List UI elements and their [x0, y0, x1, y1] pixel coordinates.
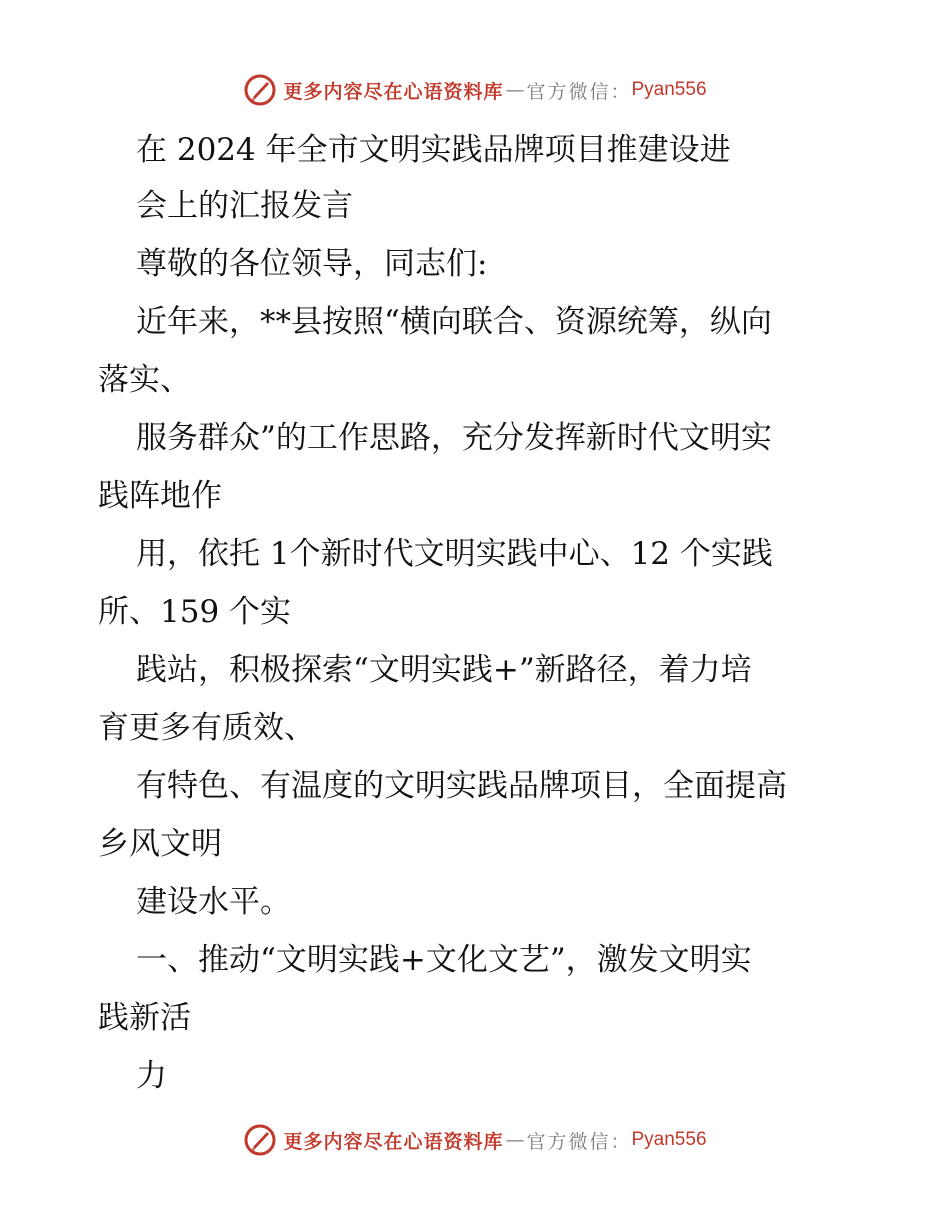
salutation: 尊敬的各位领导，同志们:	[136, 246, 488, 282]
red-quill-seal-icon	[243, 73, 277, 107]
red-quill-seal-icon	[243, 1123, 277, 1157]
banner-separator: —	[505, 79, 525, 101]
paragraph-line: 用，依托 1个新时代文明实践中心、12 个实践	[136, 536, 773, 572]
banner-separator: —	[505, 1129, 525, 1151]
paragraph-line: 践阵地作	[98, 478, 222, 514]
banner-text: 更多内容尽在心语资料库	[283, 80, 504, 103]
banner-wechat-label: 官方微信：	[526, 80, 632, 103]
title-line-1: 在 2024 年全市文明实践品牌项目推建设进	[136, 132, 731, 168]
paragraph-line: 所、159 个实	[98, 594, 292, 630]
title-line-2: 会上的汇报发言	[136, 188, 353, 224]
paragraph-line: 有特色、有温度的文明实践品牌项目，全面提高	[136, 768, 787, 804]
paragraph-line: 近年来，**县按照“横向联合、资源统筹，纵向	[136, 304, 772, 340]
paragraph-line: 育更多有质效、	[98, 710, 315, 746]
footer-banner	[0, 1120, 950, 1160]
paragraph-line: 乡风文明	[98, 826, 222, 862]
paragraph-line: 践站，积极探索“文明实践+”新路径，着力培	[136, 652, 752, 688]
banner-wechat-label: 官方微信：	[526, 1130, 632, 1153]
section-heading-line: 力	[136, 1058, 167, 1094]
section-heading-line: 一、推动“文明实践+文化文艺”，激发文明实	[136, 942, 752, 978]
header-banner	[0, 70, 950, 110]
paragraph-line: 建设水平。	[136, 884, 291, 920]
banner-wechat-id: Pyan556	[631, 1129, 707, 1150]
paragraph-line: 服务群众”的工作思路，充分发挥新时代文明实	[136, 420, 772, 456]
banner-wechat-id: Pyan556	[631, 79, 707, 100]
banner-text: 更多内容尽在心语资料库	[283, 1130, 504, 1153]
section-heading-line: 践新活	[98, 1000, 191, 1036]
paragraph-line: 落实、	[98, 362, 191, 398]
